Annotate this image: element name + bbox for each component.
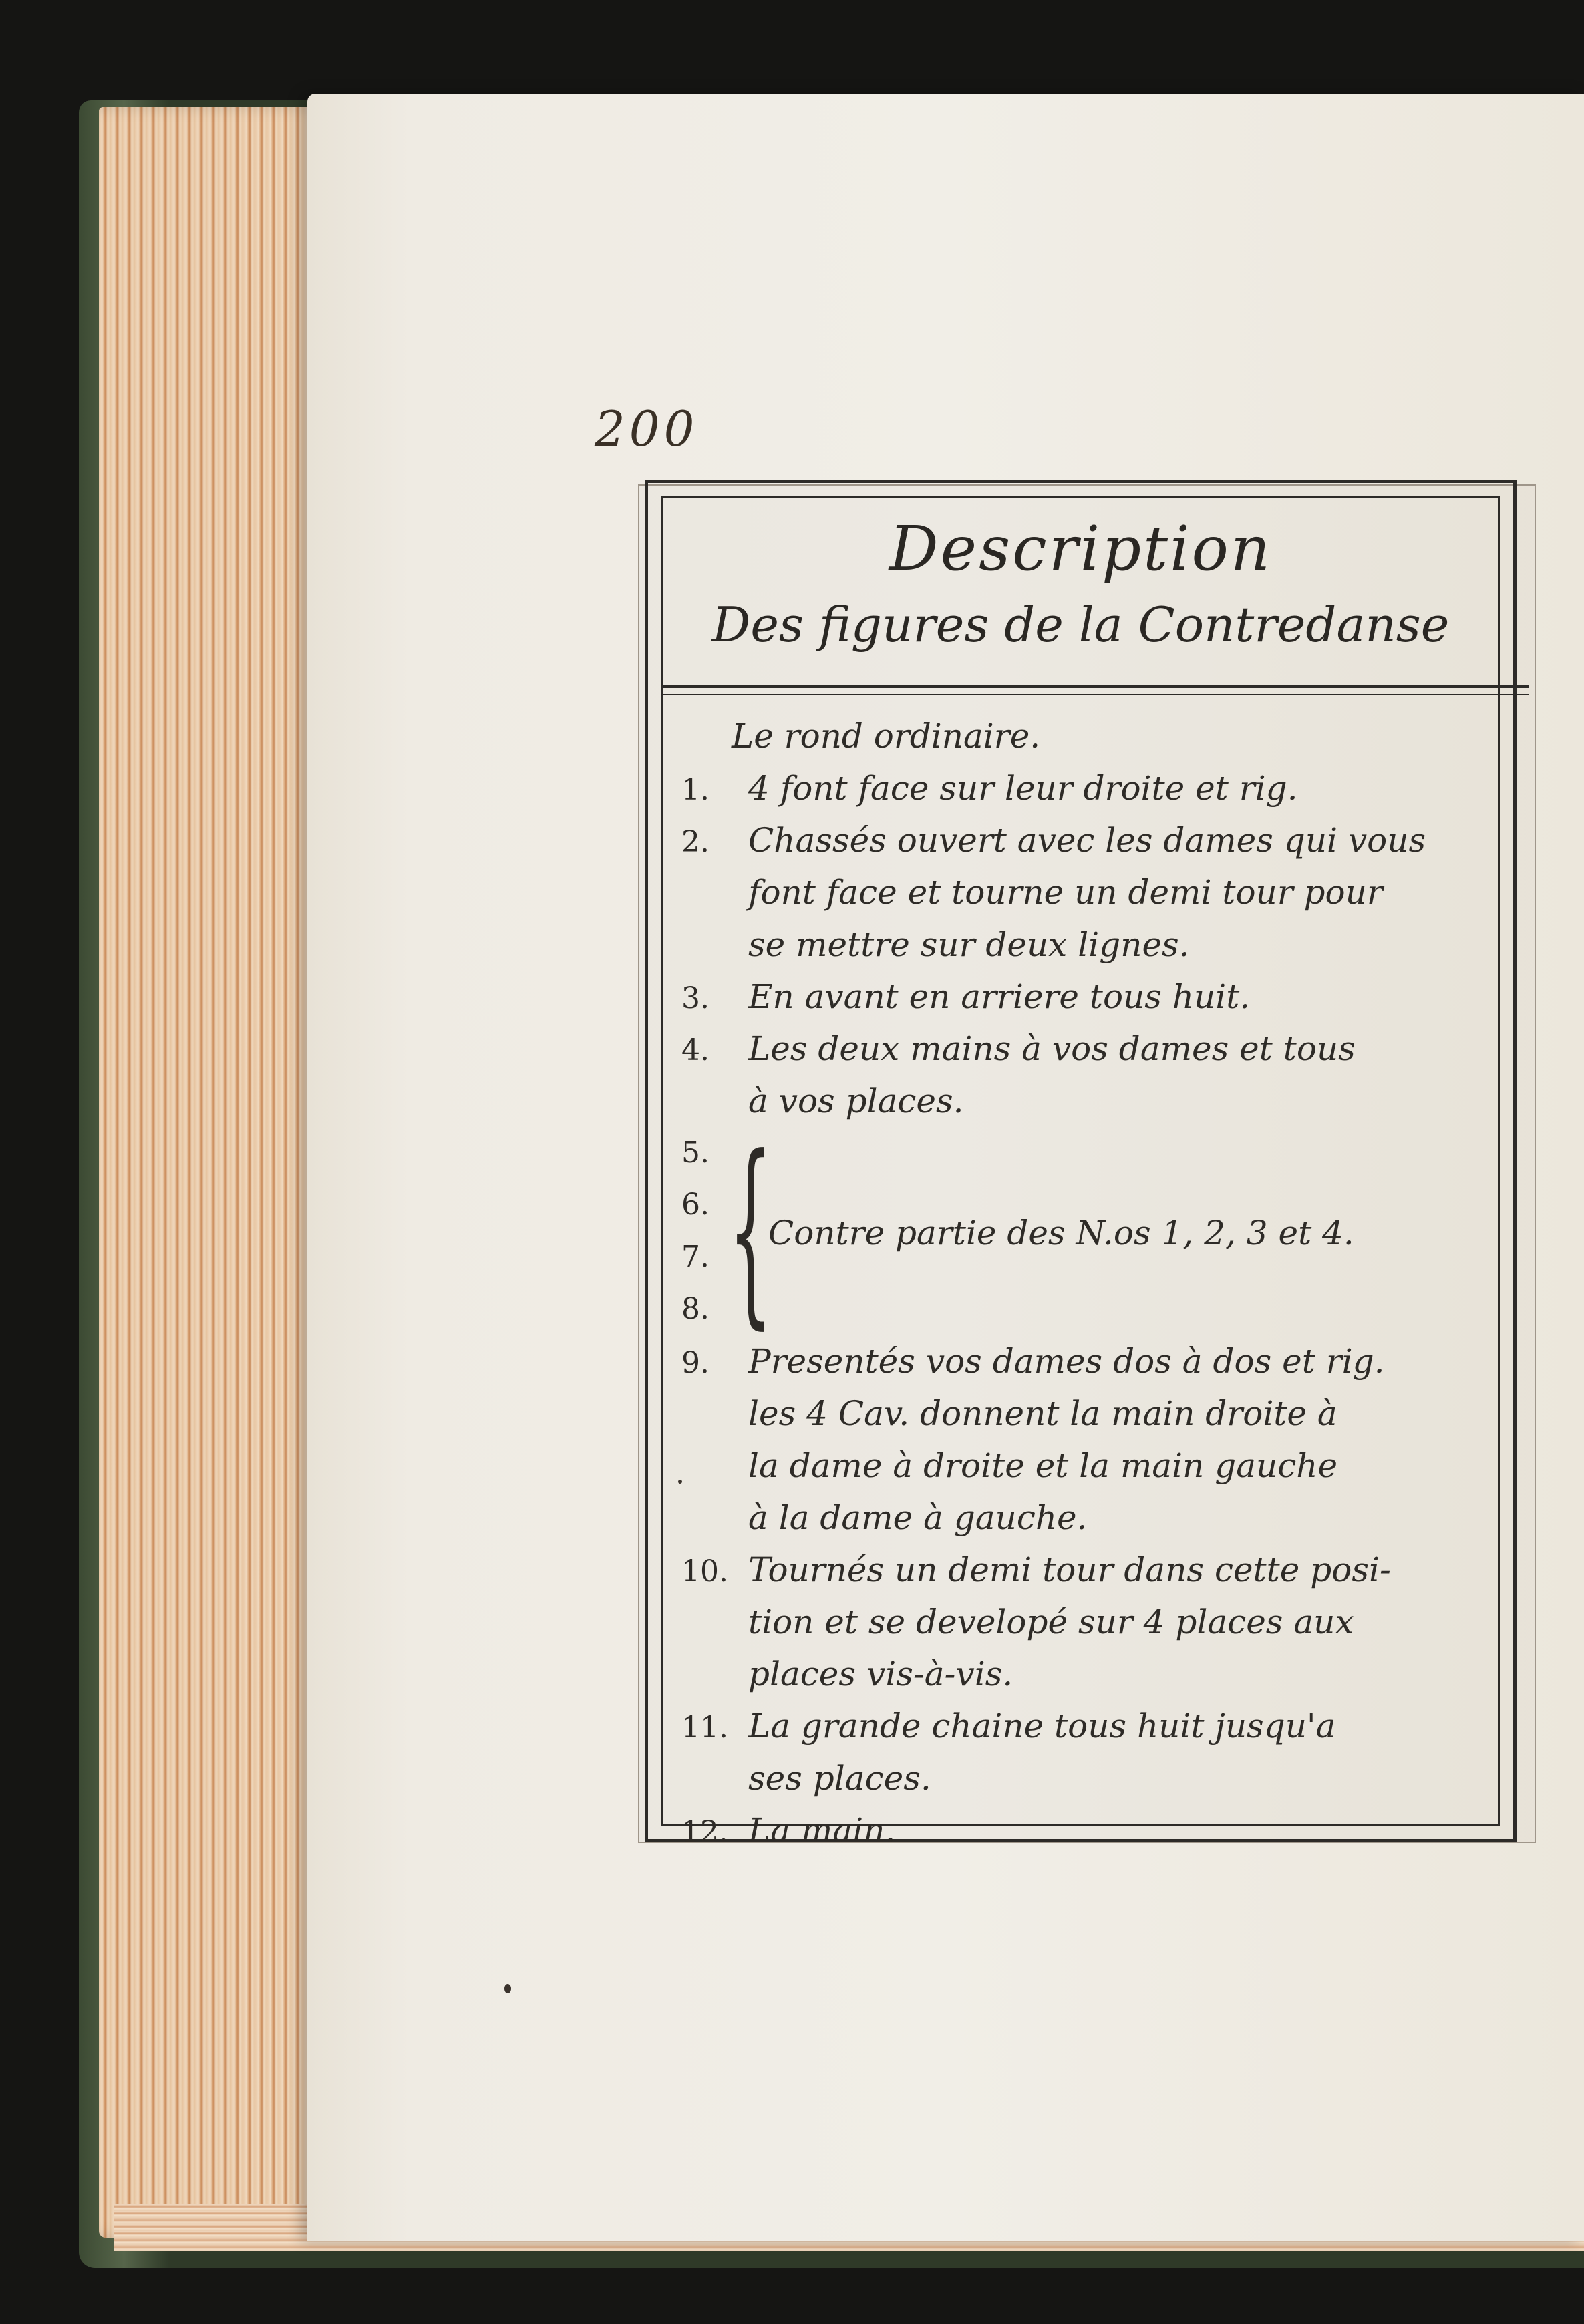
header-rule-thin [661,694,1529,695]
figure-2-text-1: Chassés ouvert avec les dames qui vous [748,821,1426,860]
figures-5-8-group [681,1114,1486,1347]
figure-1-text: 4 font face sur leur droite et rig. [748,769,1298,808]
ink-speck [504,1984,511,1993]
figure-9-text-1: Presentés vos dames dos à dos et rig. [748,1342,1385,1381]
figure-11-line-1 [681,1700,1486,1752]
figure-10-number: 10. [681,1554,728,1589]
header-rule [661,685,1529,688]
figure-2-number: 2. [681,825,709,859]
figure-11-text-1: La grande chaine tous huit jusqu'a [748,1707,1336,1746]
figures-5-8-numbers [681,1127,709,1335]
figure-5-number: 5. [681,1136,709,1170]
figure-9-line-2: les 4 Cav. donnent la main droite à [748,1394,1337,1433]
plate-subtitle: Des figures de la Contredanse [711,597,1450,653]
figure-3-line-1 [681,971,1486,1023]
curly-brace-icon: { [728,1114,773,1347]
figure-12-number: 12. [681,1815,728,1849]
page-stack-edge [99,107,333,2238]
figure-3-number: 3. [681,981,709,1015]
figure-9-number: 9. [681,1346,709,1380]
figure-4-number: 4. [681,1033,709,1067]
figure-10-line-3: places vis-à-vis. [748,1655,1013,1693]
figure-6-number: 6. [681,1188,709,1222]
figure-4-line-2: à vos places. [748,1082,964,1120]
figure-9-line-4: à la dame à gauche. [748,1498,1088,1537]
figure-10-line-1 [681,1544,1486,1596]
figure-10-text-1: Tournés un demi tour dans cette posi- [748,1550,1391,1589]
intro-line: Le rond ordinaire. [732,717,1041,756]
figure-3-text: En avant en arriere tous huit. [748,977,1251,1016]
figure-12-text: La main. [748,1811,896,1850]
figure-2-line-1 [681,814,1486,866]
figure-11-line-2: ses places. [748,1759,931,1798]
figure-2-line-3: se mettre sur deux lignes. [748,925,1190,964]
figure-1-line-1 [681,762,1486,814]
figure-1-number: 1. [681,773,709,807]
figures-list [681,710,1486,1856]
figure-12-line-1 [681,1804,1486,1856]
figure-10-line-2: tion et se developé sur 4 places aux [748,1603,1354,1641]
figure-2-line-2: font face et tourne un demi tour pour [748,873,1383,912]
figure-9-line-1 [681,1335,1486,1387]
figure-11-number: 11. [681,1711,728,1745]
figure-4-line-1 [681,1023,1486,1075]
figure-7-number: 7. [681,1240,709,1274]
plate-title: Description [889,513,1273,585]
figures-5-8-text: Contre partie des N.os 1, 2, 3 et 4. [768,1214,1354,1253]
page-number: 200 [595,401,699,457]
ink-speck [678,1480,682,1484]
figure-4-text-1: Les deux mains à vos dames et tous [748,1029,1356,1068]
engraved-frame [645,480,1517,1850]
figure-9-line-3: la dame à droite et la main gauche [748,1446,1338,1485]
figure-8-number: 8. [681,1292,709,1326]
